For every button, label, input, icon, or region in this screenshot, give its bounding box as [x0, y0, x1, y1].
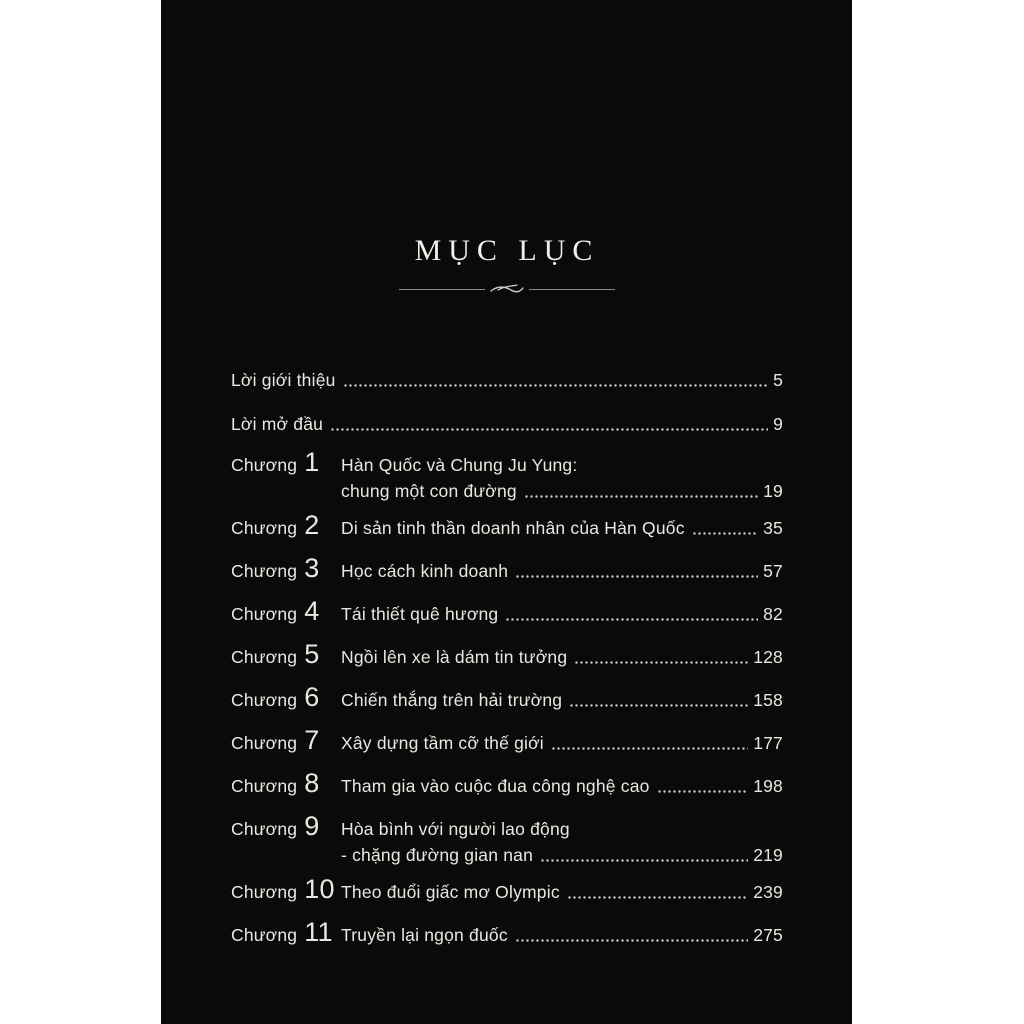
- entry-title: Hòa bình với người lao động: [341, 819, 570, 839]
- dot-leader: [551, 747, 748, 750]
- dot-leader: [524, 495, 758, 498]
- entry-title: Học cách kinh doanh: [341, 561, 509, 581]
- chapter-body: [341, 816, 783, 868]
- toc-row-chapter-8: [231, 770, 783, 799]
- chapter-label: [231, 684, 341, 713]
- title-divider: [399, 281, 615, 297]
- dot-leader: [343, 384, 769, 387]
- chapter-number: 5: [304, 639, 320, 669]
- toc-row-chapter-4: [231, 598, 783, 627]
- entry-title: Hàn Quốc và Chung Ju Yung:: [341, 455, 578, 475]
- chapter-label: [231, 876, 341, 905]
- dot-leader: [515, 575, 758, 578]
- entry-title: Xây dựng tầm cỡ thế giới: [341, 733, 544, 753]
- entry-title: chung một con đường: [341, 481, 517, 501]
- title-line: [341, 515, 783, 541]
- title-line: [341, 842, 783, 868]
- chapter-label: [231, 770, 341, 799]
- chapter-number: 9: [304, 811, 320, 841]
- dot-leader: [515, 939, 748, 942]
- toc-row-chapter-2: [231, 512, 783, 541]
- chapter-label: [231, 813, 341, 842]
- page-title: MỤC LỤC: [414, 234, 600, 267]
- entry-page-number: 19: [763, 481, 783, 501]
- dot-leader: [330, 428, 768, 431]
- entry-title: Truyền lại ngọn đuốc: [341, 925, 508, 945]
- toc-row-chapter-10: [231, 876, 783, 905]
- entry-page-number: 239: [753, 882, 783, 902]
- entry-title: Theo đuổi giấc mơ Olympic: [341, 882, 560, 902]
- chapter-word: Chương: [231, 733, 298, 753]
- title-line: [341, 452, 783, 478]
- chapter-body: [341, 515, 783, 541]
- entry-title: Ngồi lên xe là dám tin tưởng: [341, 647, 568, 667]
- entry-title: Tham gia vào cuộc đua công nghệ cao: [341, 776, 650, 796]
- title-line: [341, 601, 783, 627]
- toc-header: [231, 234, 783, 297]
- toc-row-chapter-5: [231, 641, 783, 670]
- dot-leader: [540, 859, 748, 862]
- chapter-label: [231, 727, 341, 756]
- entry-title: Tái thiết quê hương: [341, 604, 499, 624]
- dot-leader: [574, 661, 748, 664]
- title-line: [341, 644, 783, 670]
- chapter-body: [341, 558, 783, 584]
- dot-leader: [657, 790, 749, 793]
- dot-leader: [692, 532, 758, 535]
- title-line: [341, 478, 783, 504]
- chapter-number: 7: [304, 725, 320, 755]
- chapter-number: 4: [304, 596, 320, 626]
- entry-page-number: 158: [753, 690, 783, 710]
- entry-page-number: 82: [763, 604, 783, 624]
- title-line: [341, 816, 783, 842]
- chapter-word: Chương: [231, 925, 298, 945]
- chapter-body: [341, 687, 783, 713]
- chapter-body: [341, 879, 783, 905]
- entry-page-number: 275: [753, 925, 783, 945]
- entry-page-number: 9: [773, 414, 783, 434]
- entry-title: - chặng đường gian nan: [341, 845, 534, 865]
- chapter-number: 11: [304, 917, 333, 947]
- chapter-number: 10: [304, 874, 335, 904]
- chapter-number: 3: [304, 553, 320, 583]
- entry-title: Lời mở đầu: [231, 414, 324, 434]
- entry-page-number: 5: [773, 370, 783, 390]
- toc-row-chapter-9: [231, 813, 783, 868]
- chapter-number: 2: [304, 510, 320, 540]
- chapter-body: [341, 452, 783, 504]
- chapter-body: [341, 773, 783, 799]
- chapter-word: Chương: [231, 455, 298, 475]
- chapter-word: Chương: [231, 518, 298, 538]
- chapter-label: [231, 512, 341, 541]
- chapter-word: Chương: [231, 882, 298, 902]
- chapter-body: [341, 601, 783, 627]
- chapter-number: 6: [304, 682, 320, 712]
- chapter-word: Chương: [231, 647, 298, 667]
- chapter-word: Chương: [231, 776, 298, 796]
- entry-title: Chiến thắng trên hải trường: [341, 690, 563, 710]
- title-line: [341, 773, 783, 799]
- chapter-number: 8: [304, 768, 320, 798]
- entry-page-number: 57: [763, 561, 783, 581]
- chapter-word: Chương: [231, 819, 298, 839]
- toc-row-chapter-1: [231, 449, 783, 504]
- chapter-body: [341, 644, 783, 670]
- book-page: [161, 0, 852, 1024]
- title-line: [341, 687, 783, 713]
- chapter-label: [231, 641, 341, 670]
- title-line: [341, 922, 783, 948]
- toc-row-preface: [231, 411, 783, 437]
- title-line: [341, 730, 783, 756]
- toc-row-chapter-6: [231, 684, 783, 713]
- dot-leader: [569, 704, 748, 707]
- entry-page-number: 128: [753, 647, 783, 667]
- chapter-word: Chương: [231, 561, 298, 581]
- chapter-number: 1: [304, 447, 320, 477]
- chapter-body: [341, 730, 783, 756]
- entry-page-number: 219: [753, 845, 783, 865]
- dot-leader: [505, 618, 758, 621]
- toc-list: [231, 367, 783, 948]
- chapter-label: [231, 555, 341, 584]
- toc-row-intro: [231, 367, 783, 393]
- toc-row-chapter-3: [231, 555, 783, 584]
- toc-row-chapter-7: [231, 727, 783, 756]
- entry-page-number: 35: [763, 518, 783, 538]
- entry-title: Lời giới thiệu: [231, 370, 336, 390]
- chapter-label: [231, 919, 341, 948]
- toc-row-chapter-11: [231, 919, 783, 948]
- title-line: [341, 558, 783, 584]
- title-line: [341, 879, 783, 905]
- dot-leader: [567, 896, 748, 899]
- divider-ornament-icon: [485, 283, 529, 295]
- chapter-body: [341, 922, 783, 948]
- chapter-word: Chương: [231, 604, 298, 624]
- entry-page-number: 198: [753, 776, 783, 796]
- chapter-label: [231, 449, 341, 478]
- chapter-label: [231, 598, 341, 627]
- entry-title: Di sản tinh thần doanh nhân của Hàn Quốc: [341, 518, 685, 538]
- chapter-word: Chương: [231, 690, 298, 710]
- entry-page-number: 177: [753, 733, 783, 753]
